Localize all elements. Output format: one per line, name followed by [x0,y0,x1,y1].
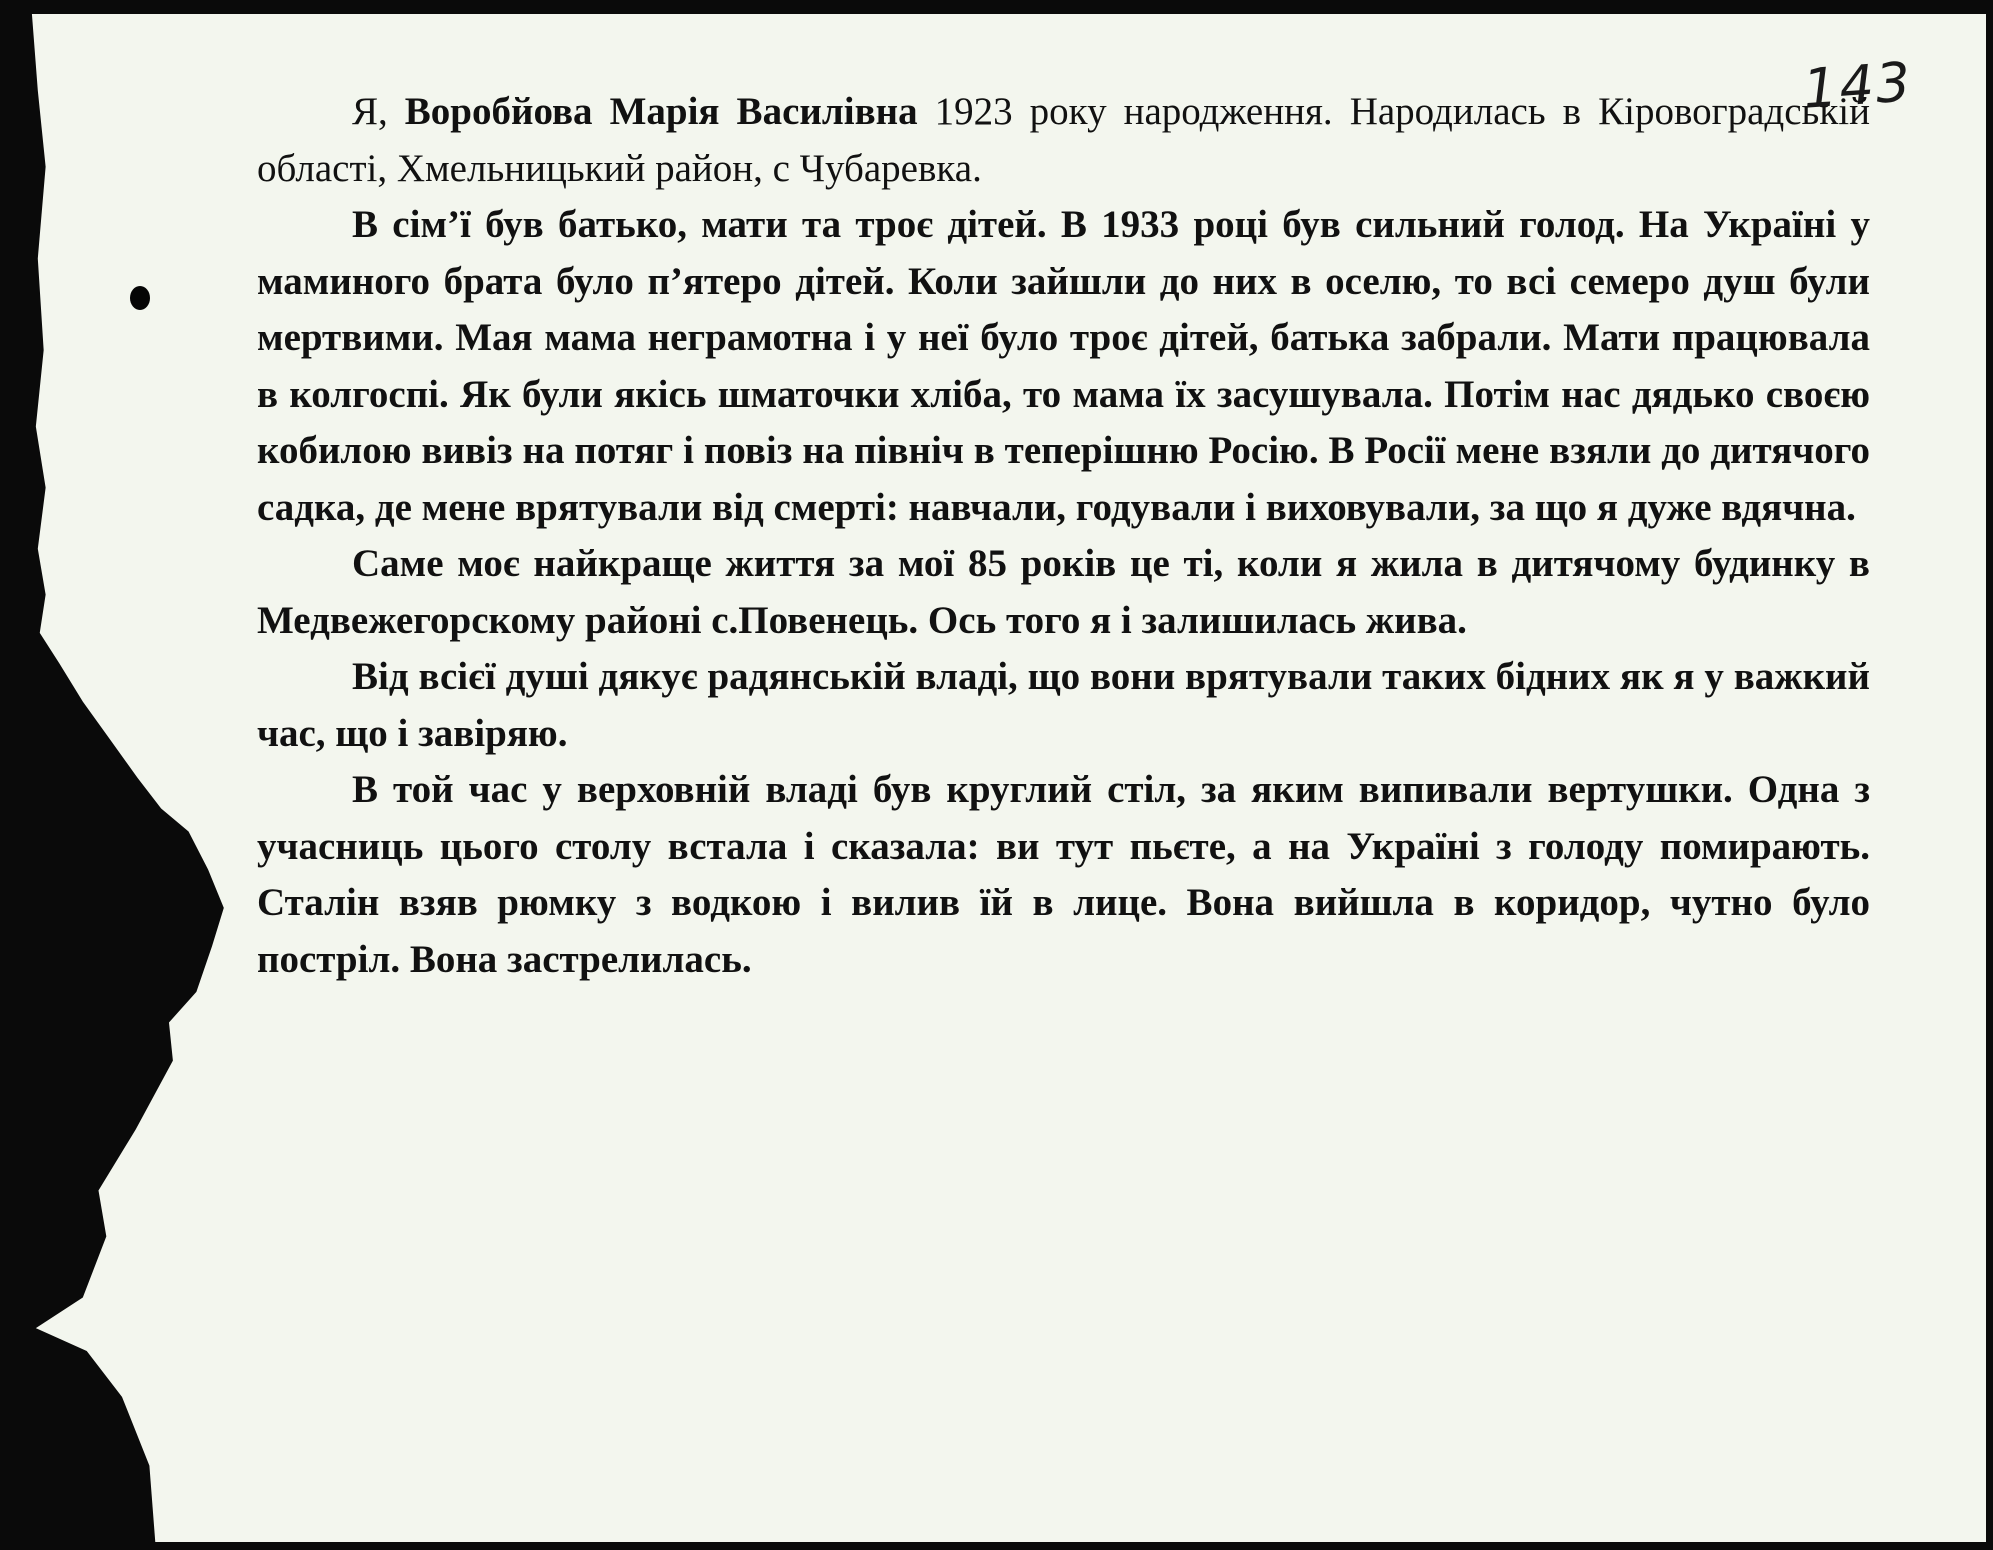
paragraph-round-table: В той час у верховній владі був круглий стіл, за яким випивали вертушки. Одна з учасниць цього столу встала і сказала: ви тут пьєте, а на Україні з голоду помирають. Сталін взяв рюмку з водкою і вилив їй в лице. Вона вийшла в коридор, чутно було постріл. Вона застрелилась. [257,768,1870,981]
paragraph-intro [257,84,1870,197]
author-name: Воробйова Марія Василівна [404,90,918,133]
paragraph-family: В сім’ї був батько, мати та троє дітей. В 1933 році був сильний голод. На Україні у маминого брата було п’ятеро дітей. Коли зайшли до них в оселю, то всі семеро душ були мертвими. Мая мама неграмотна і у неї було троє дітей, батька забрали. Мати працювала в колгоспі. Як були якісь шматочки хліба, то мама їх засушувала. Потім нас дядько своєю кобилою вивіз на потяг і повіз на північ в теперішню Росію. В Росії мене взяли до дитячого садка, де мене врятували від смерті: навчали, годували і виховували, за що я дуже вдячна. [257,203,1870,529]
paragraph-orphanage: Саме моє найкраще життя за мої 85 років це ті, коли я жила в дитячому будинку в Медвежегорскому районі с.Повенець. Ось того я і залишилась жива. [257,542,1870,642]
ink-blot [130,286,150,310]
paragraph-gratitude: Від всієї душі дякує радянській владі, що вони врятували таких бідних як я у важкий час, що і завіряю. [257,655,1870,755]
intro-text: 1923 року народження. Народилась в Кіровоградській області, Хмельницький район, с Чубаревка. [257,90,1870,190]
testimony-text [257,84,1870,988]
handwritten-page-number: 143 [1800,50,1915,121]
intro-lead: Я, [352,90,405,133]
